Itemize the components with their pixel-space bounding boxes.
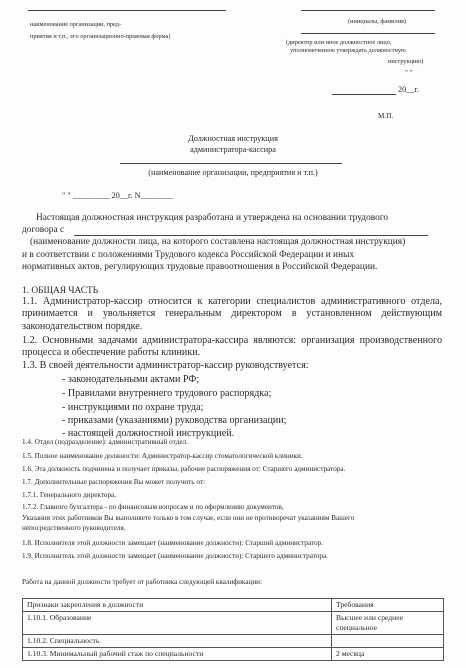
organization-name-line (120, 163, 342, 164)
paragraph-1-6: 1.6. Эта должность подчинена и получает приказы, рабочие распоряжения от: Старшего администратора. (22, 465, 346, 473)
bullet-item-3: - инструкциями по охране труда; (62, 402, 204, 413)
table-cell: 1.10.3. Минимальный рабочий стаж по специальности (23, 648, 332, 661)
document-title-line1: Должностная инструкция (188, 134, 278, 143)
document-title-line2: администратора-кассира (190, 145, 276, 154)
bullet-item-5: - настоящей должностной инструкцией. (62, 428, 235, 439)
paragraph-1-7-note-line1: Указания этих работников Вы выполняете только в том случае, если они не противоречат указаниям Вашего (22, 514, 355, 522)
paragraph-1-9: 1.9. Исполнитель этой должности замещает (наименование должности): Старшего администратора. (22, 552, 328, 560)
bullet-item-4: - приказами (указаниями) руководства организации; (62, 415, 287, 426)
qualification-table (22, 598, 444, 661)
table-cell: Высшее или среднее специальное (332, 612, 444, 635)
paragraph-1-5: 1.5. Полное наименование должности: Администратор-кассир стоматологической клиники. (22, 452, 303, 460)
table-row (23, 635, 444, 648)
organization-caption: (наименование организации, предприятия и т.п.) (148, 168, 318, 177)
date-line (332, 94, 396, 95)
table-cell: 1.10.1. Образование (23, 612, 332, 635)
intro-line4: нормативных актов, регулирующих трудовые правоотношения в Российской Федерации. (22, 262, 378, 272)
approver-signature-line (301, 10, 435, 11)
approver-caption-line3: инструкцию) (388, 58, 424, 65)
initials-caption: (инициалы, фамилия) (348, 18, 407, 25)
paragraph-1-7: 1.7. Дополнительные распоряжения Вы может получить от: (22, 478, 205, 486)
table-cell: 1.10.2. Специальность (23, 635, 332, 648)
section1-heading: 1. ОБЩАЯ ЧАСТЬ (22, 286, 99, 296)
table-row (23, 648, 444, 661)
paragraph-1-4: 1.4. Отдел (подразделение): административный отдел. (22, 438, 188, 446)
date-year: 20__г. (398, 85, 419, 94)
stamp-label: М.П. (378, 112, 394, 120)
table-header-row (23, 599, 444, 612)
intro-line3: и в соответствии с положениями Трудового кодекса Российской Федерации и иных (22, 250, 355, 260)
table-row (23, 612, 444, 635)
org-name-line-top (28, 10, 226, 11)
bullet-item-1: - законодательными актами РФ; (62, 374, 200, 385)
org-caption-line2: приятия и т.п., его организационно-правовая форма) (30, 33, 171, 40)
qualification-intro: Работа на данной должности требует от работника следующей квалификации: (22, 578, 263, 586)
table-header-cell: Признаки закрепления в должности (23, 599, 332, 612)
paragraph-1-3: 1.3. В своей деятельности администратор-кассир руководствуется: (22, 360, 309, 371)
bullet-item-2: - Правилами внутреннего трудового распорядка; (62, 388, 272, 399)
table-header-cell: Требования (332, 599, 444, 612)
paragraph-1-2: 1.2. Основными задачами администратора-кассира являются: организация производственного процесса и обеспечение работы клиники. (22, 335, 442, 359)
paragraph-1-1: 1.1. Администратор-кассир относится к категории специалистов административного отдела, принимается и увольняется генеральным директором в установленном действующим законодательством порядке. (22, 296, 442, 332)
approver-caption-line2: уполномоченное утверждать должностную (290, 47, 406, 54)
paragraph-1-7-note-line2: непосредственного руководителя. (22, 524, 126, 532)
paragraph-1-7-1: 1.7.1. Генерального директора, (22, 491, 117, 499)
approver-caption-line1: (директор или иное должностное лицо, (286, 39, 392, 46)
intro-line2-prefix: договора с (22, 225, 65, 235)
org-caption-line1: наименование организации, пред- (30, 21, 122, 28)
table-cell: 2 месяца (332, 648, 444, 661)
table-cell (332, 635, 444, 648)
paragraph-1-7-2: 1.7.2. Главного бухгалтера - по финансовым вопросам и по оформлению документов, (22, 503, 284, 511)
approver-name-line (301, 33, 435, 34)
date-quotes: " " (405, 69, 413, 77)
intro-line1: Настоящая должностная инструкция разработана и утверждена на основании трудового (36, 213, 389, 223)
date-number-line: " " _________ 20__г. N________ (62, 191, 174, 200)
position-caption: (наименование должности лица, на которого составлена настоящая должностная инструкция) (30, 237, 406, 247)
paragraph-1-8: 1.8. Исполнителя этой должности замещает (наименование должности): Старший администратор. (22, 539, 323, 547)
